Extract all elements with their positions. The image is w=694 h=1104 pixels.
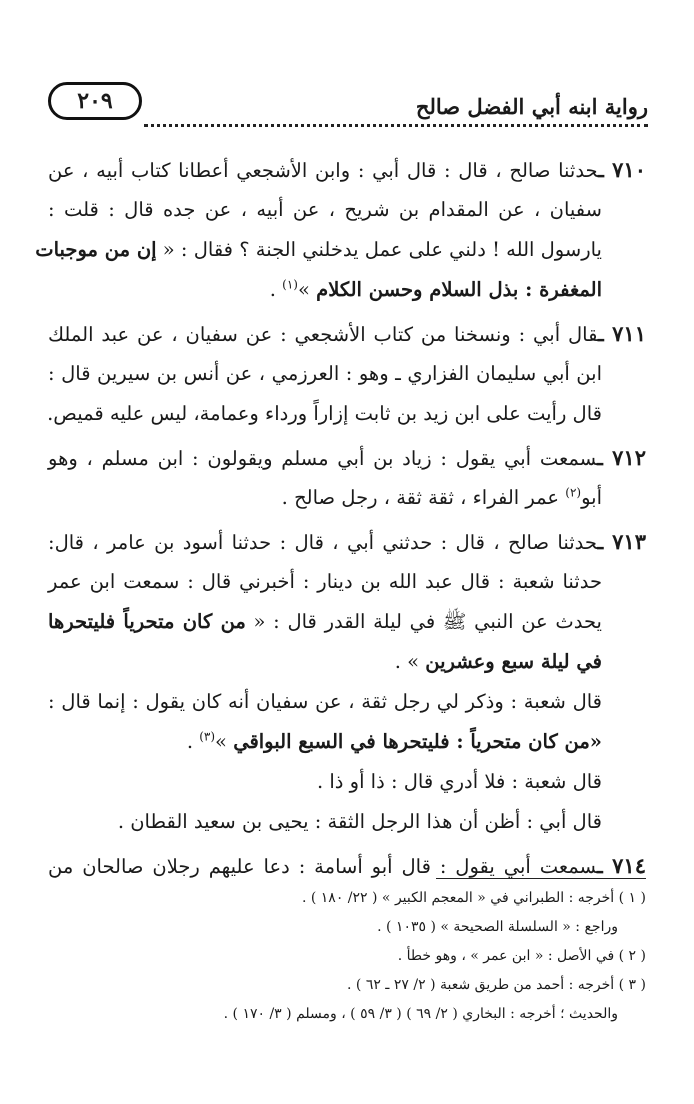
page-body — [35, 150, 646, 886]
hadith-711 — [48, 314, 646, 434]
text-line: قال شعبة : فلا أدري قال : ذا أو ذا . — [316, 770, 602, 793]
footnote-1-continued: وراجع : « السلسلة الصحيحة » ( ١٠٣٥ ) . — [377, 919, 618, 935]
hadith-number: ٧١٤ — [612, 853, 646, 878]
text-line: في ليلة سبع وعشرين » . — [394, 650, 602, 673]
footnote-3: ( ٣ ) أخرجه : أحمد من طريق شعبة ( ٢/ ٢٧ ـ ٦٢ ) . — [347, 977, 646, 993]
footnote-3-continued: والحديث ؛ أخرجه : البخاري ( ٢/ ٦٩ ) ( ٣/ ٥٩ ) ، ومسلم ( ٣/ ١٧٠ ) . — [223, 1006, 618, 1022]
hadith-quote: «من كان متحرياً : فليتحرها في السبع البواقي — [233, 730, 602, 753]
text-line: يارسول الله ! دلني على عمل يدخلني الجنة ؟ فقال : « إن من موجبات — [35, 238, 602, 261]
footnote-ref: (٣) — [199, 729, 216, 744]
footnote-ref: (١) — [282, 277, 298, 292]
text-line: قال رأيت على ابن زيد بن ثابت إزاراً ورداء وعمامة، ليس عليه قميص. — [47, 402, 602, 425]
footnote-2: ( ٢ ) في الأصل : « ابن عمر » ، وهو خطأ . — [397, 948, 646, 964]
text-line: سفيان ، عن المقدام بن شريح ، عن أبيه ، عن جده قال : قلت : — [48, 198, 602, 221]
page-header — [48, 80, 648, 130]
text-line: أبو$^{(٢)}$ عمر الفراء ، ثقة ثقة ، رجل صالح . — [281, 485, 602, 509]
footnote-1: ( ١ ) أخرجه : الطبراني في « المعجم الكبير » ( ٢٢/ ١٨٠ ) . — [301, 890, 646, 906]
hadith-number: ٧١٢ — [612, 445, 646, 470]
page-number: ٢٠٩ — [48, 82, 142, 120]
hadith-quote: المغفرة : بذل السلام وحسن الكلام — [316, 278, 602, 301]
hadith-number: ٧١١ — [612, 321, 646, 346]
text-line: يحدث عن النبي ﷺ في ليلة القدر قال : « من كان متحرياً فليتحرها — [48, 610, 602, 633]
text-line: ٧١٤ ـسمعت أبي يقول : قال أبو أسامة : دعا عليهم رجلان صالحان من — [48, 853, 646, 878]
text-line: حدثنا شعبة : قال عبد الله بن دينار : أخبرني قال : سمعت ابن عمر — [48, 570, 602, 593]
text-line: ابن أبي سليمان الفزاري ـ وهو : العرزمي ، عن أنس بن سيرين قال : — [48, 362, 602, 385]
text-line: ٧١٢ ـسمعت أبي يقول : زياد بن أبي مسلم ويقولون : ابن مسلم ، وهو — [48, 445, 646, 470]
text-line: ٧١١ ـقال أبي : ونسخنا من كتاب الأشجعي : عن سفيان ، عن عبد الملك — [48, 321, 646, 346]
text-line: قال أبي : أظن أن هذا الرجل الثقة : يحيى بن سعيد القطان . — [117, 810, 602, 833]
text-line: ٧١٠ ـحدثنا صالح ، قال : قال أبي : وابن الأشجعي أعطانا كتاب أبيه ، عن — [48, 157, 646, 182]
text-line: المغفرة : بذل السلام وحسن الكلام »$^{(١)}$ . — [269, 277, 602, 301]
hadith-quote: من كان متحرياً فليتحرها — [48, 610, 246, 633]
text-line: «من كان متحرياً : فليتحرها في السبع البواقي »$^{(٣)}$ . — [186, 729, 602, 753]
hadith-number: ٧١٣ — [612, 529, 646, 554]
footnotes — [48, 884, 646, 1029]
hadith-number: ٧١٠ — [612, 157, 646, 182]
header-rule — [144, 124, 648, 127]
hadith-quote: إن من موجبات — [35, 238, 157, 261]
hadith-714 — [48, 846, 646, 886]
hadith-713 — [48, 522, 646, 842]
hadith-712 — [48, 438, 646, 518]
footnote-ref: (٢) — [565, 485, 582, 500]
text-line: قال شعبة : وذكر لي رجل ثقة ، عن سفيان أنه كان يقول : إنما قال : — [48, 690, 602, 713]
hadith-quote: في ليلة سبع وعشرين — [425, 650, 602, 673]
hadith-710 — [35, 150, 646, 310]
running-title: رواية ابنه أبي الفضل صالح — [415, 94, 648, 119]
text-line: ٧١٣ ـحدثنا صالح ، قال : حدثني أبي ، قال : حدثنا أسود بن عامر ، قال: — [48, 529, 646, 554]
footnote-separator — [436, 878, 646, 879]
